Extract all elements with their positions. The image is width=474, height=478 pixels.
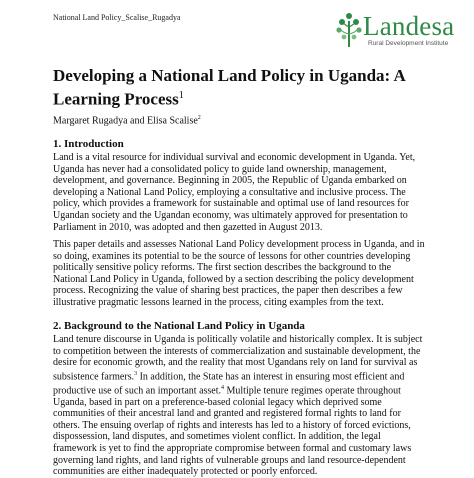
background-text-3: Multiple tenure regimes operate throughout Uganda, based in part on a preference-based colonial legacy which deprived some communities of their ancestral land and granted and registered formal rights to land for others. The ensuing overlap of rights and interests has led to a history of forced evictions, dispossession, land disputes, and sometimes violent conflict. In addition, the legal framework is yet to find the appropriate compromise between formal and customary laws governing land rights, and land rights of vulnerable groups and land resource-dependent communities are either inadequately protected or poorly enforced. (53, 385, 412, 478)
authors-footnote: 2 (197, 115, 201, 121)
leaf-icon (335, 11, 363, 49)
landesa-logo (335, 11, 465, 51)
logo-tagline: Rural Development Institute (368, 40, 449, 47)
running-head: National Land Policy_Scalise_Rugadya (53, 13, 181, 22)
section-heading-introduction: 1. Introduction (53, 138, 124, 150)
authors-text: Margaret Rugadya and Elisa Scalise (53, 115, 198, 127)
logo-wordmark: Landesa (363, 11, 455, 41)
authors (53, 115, 201, 126)
background-paragraph-1 (53, 334, 439, 478)
background-text-1: Land tenure discourse in Uganda is politically volatile and historically complex. It is subject to competition between the interests of commercialization and sustainable development, the desire for economic growth, and the reality that most Ugandans rely on land for survival as subsistence farmers. (53, 334, 423, 383)
title-footnote: 1 (178, 90, 184, 101)
intro-paragraph-1: Land is a vital resource for individual survival and economic development in Uganda. Yet, Uganda has never had a consolidated policy to guide land ownership, management, development, and governance. Beginning in 2005, the Republic of Uganda embarked on developing a National Land Policy, employing a consultative and inclusive process. The policy, which provides a framework for sustainable and optimal use of land resources for Ugandan society and the Ugandan economy, was ultimately approved for presentation to Parliament in 2010, was adopted and then gazetted in August 2013. (53, 152, 416, 233)
intro-paragraph-2: This paper details and assesses National Land Policy development process in Uganda, and in so doing, examines its potential to be the source of lessons for other countries developing politically sensitive policy reforms. The first section describes the background to the National Land Policy in Uganda, followed by a section describing the policy development process. Recognizing the value of sharing best practices, the paper then describes a few illustrative pragmatic lessons learned in the process, citing examples from the text. (53, 239, 425, 308)
paper-title (53, 66, 413, 110)
footnote-ref-3: 3 (134, 370, 138, 377)
section-heading-background: 2. Background to the National Land Policy in Uganda (53, 320, 305, 332)
background-text-2: In addition, the State has an interest in ensuring most efficient and productive use of such an important asset. (53, 371, 405, 397)
footnote-ref-4: 4 (221, 384, 225, 391)
title-text: Developing a National Land Policy in Uganda: A Learning Process (53, 66, 405, 109)
